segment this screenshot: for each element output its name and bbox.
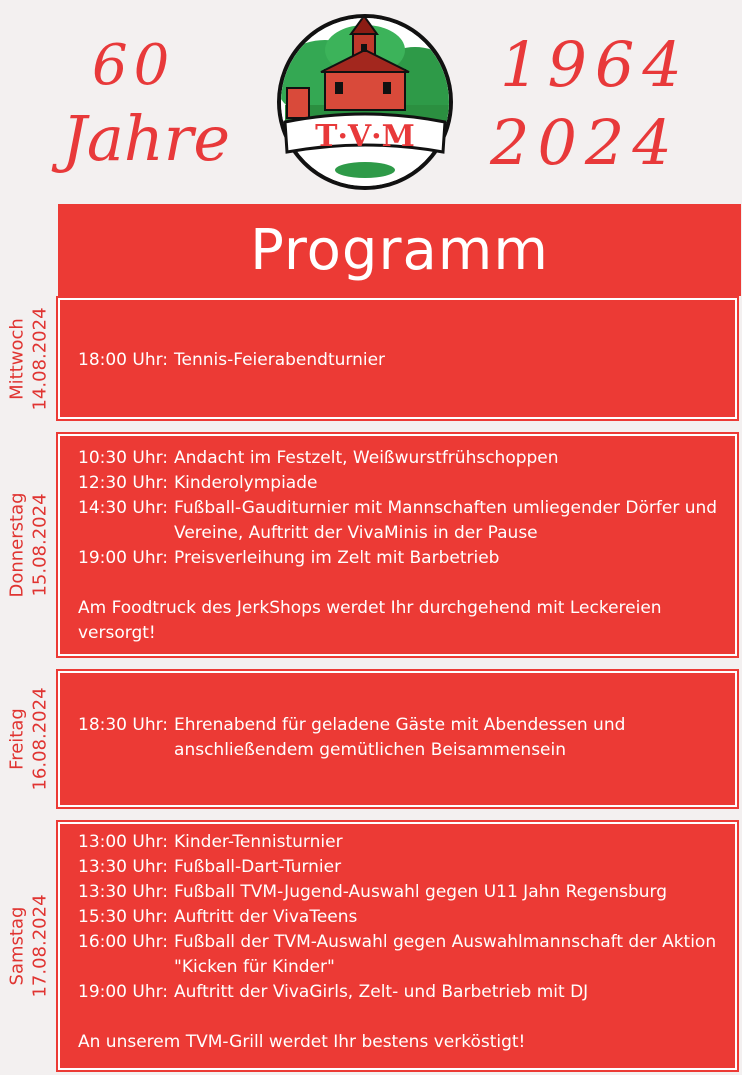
day-label-text bbox=[6, 307, 52, 410]
tvm-club-logo bbox=[265, 10, 465, 200]
schedule-list bbox=[78, 830, 729, 1055]
day-note: An unserem TVM-Grill werdet Ihr bestens verköstigt! bbox=[78, 1032, 526, 1052]
event-time: 18:30 Uhr: bbox=[78, 715, 169, 735]
schedule-list bbox=[78, 348, 729, 373]
year-end: 2024 bbox=[490, 106, 680, 179]
event-time: 19:00 Uhr: bbox=[78, 982, 169, 1002]
event-time: 10:30 Uhr: bbox=[78, 448, 169, 468]
year-start: 1964 bbox=[500, 28, 690, 101]
day-label-text bbox=[6, 687, 52, 790]
day-panel bbox=[58, 298, 737, 419]
event-description: Kinderolympiade bbox=[174, 473, 318, 493]
event-time: 14:30 Uhr: bbox=[78, 498, 169, 518]
date: 15.08.2024 bbox=[30, 493, 51, 597]
date: 16.08.2024 bbox=[30, 687, 51, 791]
date: 14.08.2024 bbox=[30, 306, 51, 411]
event-description: Auftritt der VivaTeens bbox=[174, 907, 358, 927]
schedule-item bbox=[78, 348, 729, 373]
event-time: 18:00 Uhr: bbox=[78, 350, 169, 370]
schedule-item bbox=[78, 546, 729, 571]
event-description: Fußball-Gauditurnier mit Mannschaften umliegender Dörfer und Vereine, Auftritt der VivaMinis in der Pause bbox=[174, 498, 718, 543]
schedule-item bbox=[78, 446, 729, 471]
event-description: Andacht im Festzelt, Weißwurstfrühschoppen bbox=[174, 448, 559, 468]
event-time: 15:30 Uhr: bbox=[78, 907, 169, 927]
years-count: 60 bbox=[92, 33, 176, 98]
day-panel bbox=[58, 434, 737, 656]
event-description: Fußball-Dart-Turnier bbox=[174, 857, 342, 877]
years-word: Jahre bbox=[62, 102, 231, 175]
program-title-bar bbox=[58, 204, 741, 296]
event-description: Ehrenabend für geladene Gäste mit Abendessen und anschließendem gemütlichen Beisammensein bbox=[174, 715, 626, 760]
event-time: 13:30 Uhr: bbox=[78, 857, 169, 877]
schedule-item bbox=[78, 713, 729, 763]
day-label bbox=[0, 822, 58, 1070]
schedule-item bbox=[78, 905, 729, 930]
day-panel bbox=[58, 822, 737, 1070]
event-time: 12:30 Uhr: bbox=[78, 473, 169, 493]
event-description: Preisverleihung im Zelt mit Barbetrieb bbox=[174, 548, 500, 568]
weekday: Mittwoch bbox=[7, 317, 28, 400]
event-time: 13:30 Uhr: bbox=[78, 882, 169, 902]
day-panel bbox=[58, 671, 737, 807]
schedule-item bbox=[78, 930, 729, 980]
schedule-item bbox=[78, 830, 729, 855]
event-description: Fußball der TVM-Auswahl gegen Auswahlmannschaft der Aktion "Kicken für Kinder" bbox=[174, 932, 717, 977]
event-time: 16:00 Uhr: bbox=[78, 932, 169, 952]
day-label-text bbox=[6, 894, 52, 997]
schedule-item bbox=[78, 496, 729, 546]
schedule-item bbox=[78, 471, 729, 496]
event-description: Kinder-Tennisturnier bbox=[174, 832, 343, 852]
day-label bbox=[0, 671, 58, 807]
schedule-list bbox=[78, 713, 729, 763]
event-description: Tennis-Feierabendturnier bbox=[174, 350, 386, 370]
page-title: Programm bbox=[250, 218, 549, 283]
day-note: Am Foodtruck des JerkShops werdet Ihr durchgehend mit Leckereien versorgt! bbox=[78, 598, 662, 643]
event-time: 13:00 Uhr: bbox=[78, 832, 169, 852]
schedule-list bbox=[78, 446, 729, 646]
day-label bbox=[0, 298, 58, 419]
weekday: Samstag bbox=[7, 906, 28, 986]
logo-text: T·V·M bbox=[315, 119, 415, 154]
weekday: Donnerstag bbox=[7, 492, 28, 598]
event-description: Auftritt der VivaGirls, Zelt- und Barbetrieb mit DJ bbox=[174, 982, 589, 1002]
day-label-text bbox=[6, 492, 52, 597]
day-label bbox=[0, 434, 58, 656]
schedule-item bbox=[78, 855, 729, 880]
date: 17.08.2024 bbox=[30, 894, 51, 998]
schedule-item bbox=[78, 980, 729, 1005]
weekday: Freitag bbox=[7, 708, 28, 770]
schedule-item bbox=[78, 880, 729, 905]
event-time: 19:00 Uhr: bbox=[78, 548, 169, 568]
event-description: Fußball TVM-Jugend-Auswahl gegen U11 Jahn Regensburg bbox=[174, 882, 668, 902]
